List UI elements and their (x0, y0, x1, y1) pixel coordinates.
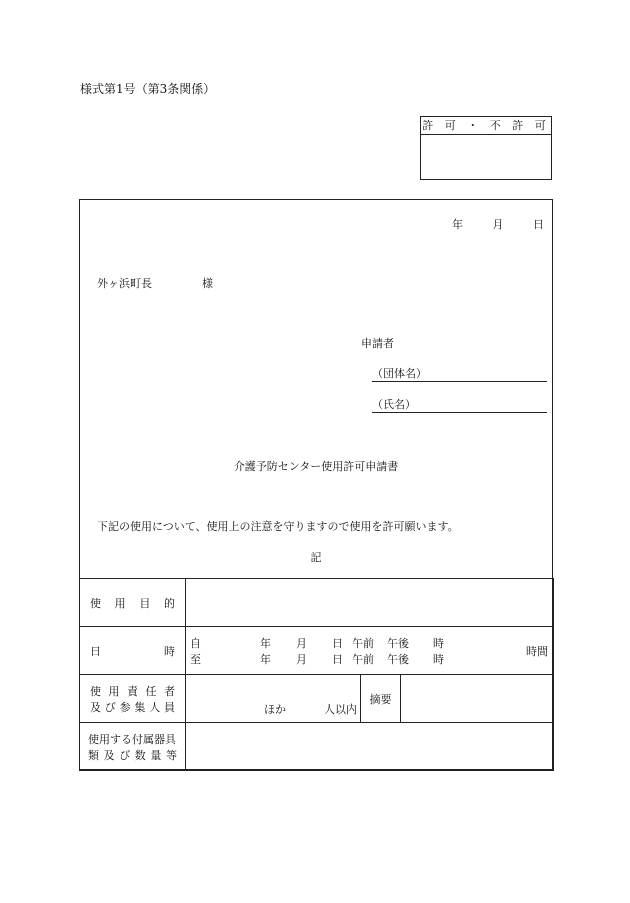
applicant-name-label: （氏名） (372, 398, 416, 411)
equipment-input[interactable] (186, 723, 554, 771)
form-number: 様式第1号（第3条関係） (80, 82, 216, 96)
datetime-label: 日 時 (80, 627, 186, 675)
summary-label: 摘要 (361, 675, 401, 723)
applicant-label: 申請者 (361, 337, 394, 350)
datetime-row (80, 627, 554, 675)
form-title: 介護予防センター使用許可申請書 (233, 460, 399, 473)
date-month: 月 (492, 218, 504, 231)
hours-label: 時間 (526, 645, 549, 658)
summary-input[interactable] (401, 675, 554, 723)
addressee (97, 275, 213, 291)
within-people-label: 人以内 (324, 703, 357, 716)
purpose-label: 使 用 目 的 (80, 579, 186, 627)
equipment-row (80, 723, 554, 771)
addressee-name: 外ヶ浜町長 (97, 277, 152, 290)
addressee-honorific: 様 (202, 277, 213, 290)
approval-box (420, 116, 552, 180)
ki-label: 記 (310, 551, 322, 564)
date-day: 日 (533, 218, 544, 231)
hoka-label: ほか (264, 703, 286, 716)
date-line (426, 216, 544, 232)
approval-header: 許 可 ・ 不 許 可 (421, 117, 551, 135)
responsible-input[interactable] (186, 675, 361, 723)
date-year: 年 (452, 218, 463, 231)
body-text: 下記の使用について、使用上の注意を守りますので使用を許可願います。 (97, 520, 459, 533)
group-name-field[interactable] (372, 365, 547, 382)
datetime-input[interactable]: 自 年 月 日 午前 午後 時 至 年 月 日 午前 午後 時 時間 (186, 627, 554, 675)
responsible-row (80, 675, 554, 723)
details-table (79, 578, 554, 771)
purpose-row (80, 579, 554, 627)
application-form (79, 199, 553, 770)
applicant-name-field[interactable] (372, 396, 547, 413)
approval-stamp-area[interactable] (421, 135, 551, 180)
group-name-label: （団体名） (372, 367, 427, 380)
purpose-input[interactable] (186, 579, 554, 627)
responsible-label: 使 用 責 任 者 及 び 参 集 人 員 (80, 675, 186, 723)
equipment-label: 使用する付属器具 類 及 び 数 量 等 (80, 723, 186, 771)
